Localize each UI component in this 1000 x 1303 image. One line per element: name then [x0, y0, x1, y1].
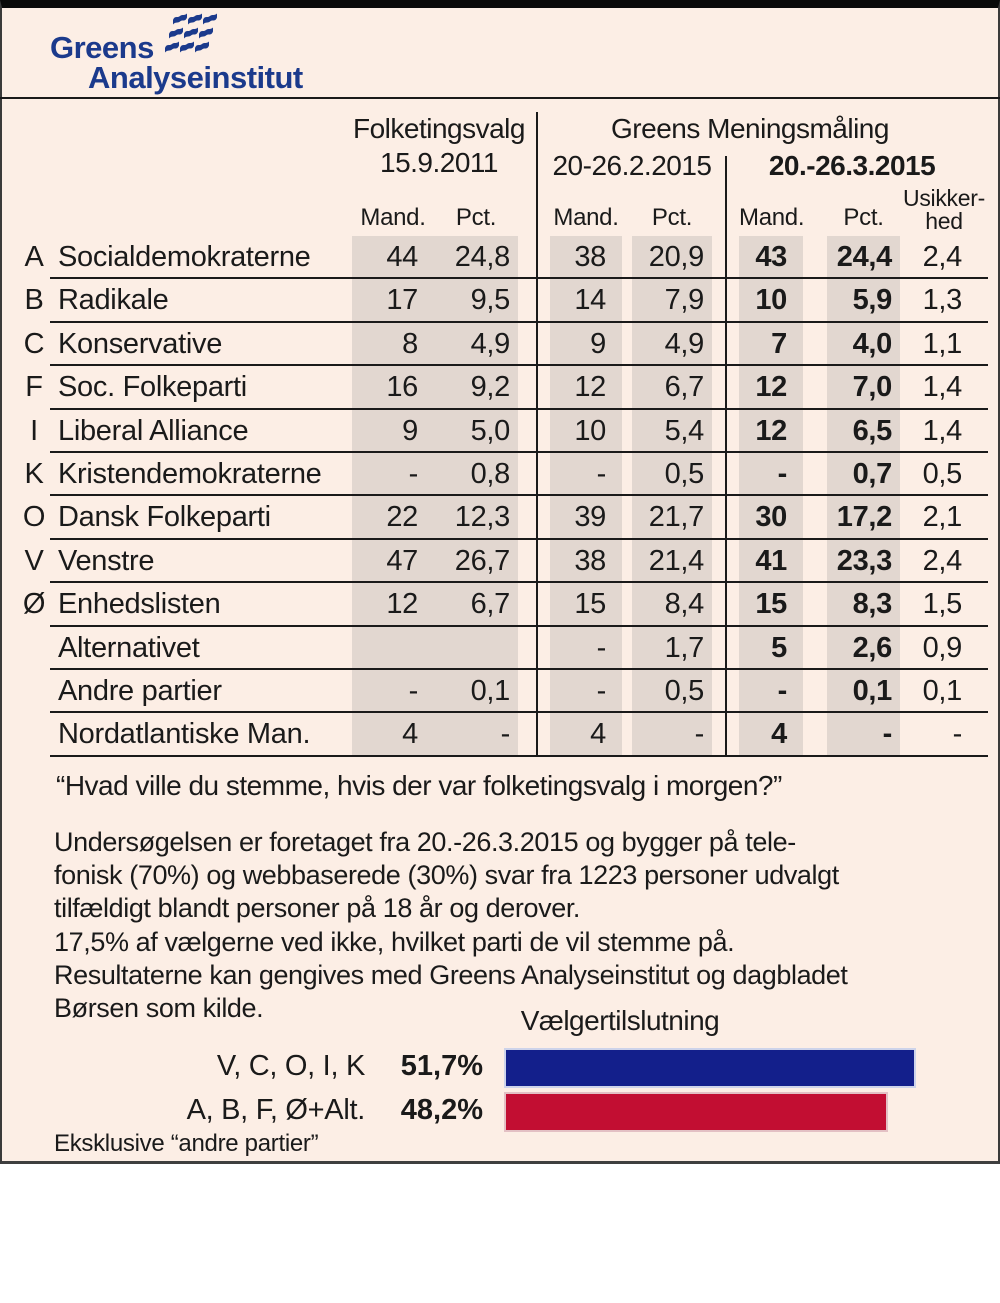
- pct-2011: 26,7: [434, 540, 518, 583]
- party-letter: V: [24, 544, 44, 577]
- spacer: [622, 279, 632, 322]
- spacer: [803, 627, 827, 670]
- spacer: [518, 496, 550, 539]
- spacer: [518, 583, 550, 626]
- pct-feb-2015: 6,7: [632, 366, 712, 409]
- spacer: [518, 279, 550, 322]
- uncertainty: 2,4: [922, 544, 962, 577]
- note-line: Børsen som kilde.: [54, 993, 264, 1024]
- mandates-feb-2015: -: [550, 453, 622, 496]
- spacer: [803, 583, 827, 626]
- spacer: [622, 453, 632, 496]
- party-name: Liberal Alliance: [58, 414, 249, 447]
- mandates-feb-2015: 12: [550, 366, 622, 409]
- period-mar-2015: 20.-26.3.2015: [768, 150, 936, 181]
- mandates-2011: -: [352, 453, 434, 496]
- party-name: Konservative: [58, 327, 223, 360]
- spacer: [622, 713, 632, 756]
- uncertainty: 0,1: [922, 674, 962, 707]
- pct-feb-2015: 21,4: [632, 540, 712, 583]
- table-row: [16, 410, 988, 453]
- note-line: 17,5% af vælgerne ved ikke, hvilket parti de vil stemme på.: [54, 926, 735, 957]
- mandates-2011: 4: [352, 713, 434, 756]
- spacer: [622, 670, 632, 713]
- pct-feb-2015: 0,5: [632, 453, 712, 496]
- party-letter: O: [22, 501, 46, 534]
- divider-feb-mar: [725, 156, 727, 757]
- mandates-mar-2015: 10: [739, 279, 803, 322]
- uncertainty: 2,4: [922, 241, 962, 273]
- spacer: [803, 366, 827, 409]
- header-pct-feb: Pct.: [651, 204, 693, 231]
- bar-red-bloc: [504, 1092, 888, 1132]
- mandates-feb-2015: 9: [550, 323, 622, 366]
- table-row: [16, 496, 988, 539]
- mandates-mar-2015: 12: [739, 410, 803, 453]
- mandates-2011: 47: [352, 540, 434, 583]
- group-2011-date: 15.9.2011: [380, 147, 498, 178]
- mandates-mar-2015: -: [739, 670, 803, 713]
- table-row: [16, 279, 988, 322]
- pct-feb-2015: 8,4: [632, 583, 712, 626]
- table-body: [16, 236, 988, 757]
- uncertainty: 1,1: [922, 327, 962, 360]
- pct-feb-2015: 7,9: [632, 279, 712, 322]
- mandates-feb-2015: 15: [550, 583, 622, 626]
- party-name: Alternativet: [58, 631, 200, 664]
- spacer: [803, 410, 827, 453]
- party-name: Enhedslisten: [58, 588, 221, 621]
- pct-feb-2015: 5,4: [632, 410, 712, 453]
- table-row: [16, 670, 988, 713]
- uncertainty: 1,4: [922, 371, 962, 404]
- spacer: [622, 583, 632, 626]
- party-letter: [16, 670, 52, 713]
- spacer: [622, 410, 632, 453]
- spacer: [622, 540, 632, 583]
- group-poll-title: Greens Meningsmåling: [611, 113, 889, 144]
- spacer: [803, 323, 827, 366]
- spacer: [803, 496, 827, 539]
- summary-chart-title: Vælgertilslutning: [520, 1005, 720, 1036]
- divider-2011-feb: [536, 112, 538, 757]
- mandates-mar-2015: -: [739, 453, 803, 496]
- spacer: [803, 713, 827, 756]
- pct-2011: 6,7: [434, 583, 518, 626]
- party-name: Radikale: [58, 284, 169, 317]
- pct-2011: 12,3: [434, 496, 518, 539]
- mandates-2011: 17: [352, 279, 434, 322]
- party-letter: C: [23, 327, 45, 360]
- pct-mar-2015: 2,6: [827, 627, 900, 670]
- bloc-value-blue: 51,7%: [400, 1050, 483, 1082]
- mandates-mar-2015: 43: [739, 236, 803, 279]
- pct-feb-2015: -: [632, 713, 712, 756]
- mandates-mar-2015: 41: [739, 540, 803, 583]
- mandates-2011: 9: [352, 410, 434, 453]
- table-row: [16, 236, 988, 279]
- uncertainty: 2,1: [922, 501, 962, 534]
- mandates-feb-2015: -: [550, 670, 622, 713]
- pct-mar-2015: 4,0: [827, 323, 900, 366]
- mandates-2011: 12: [352, 583, 434, 626]
- party-letter: Ø: [22, 588, 46, 621]
- spacer: [518, 323, 550, 366]
- note-line: Resultaterne kan gengives med Greens Analyseinstitut og dagbladet: [54, 959, 848, 990]
- spacer: [518, 236, 550, 279]
- pct-2011: 9,2: [434, 366, 518, 409]
- mandates-feb-2015: 10: [550, 410, 622, 453]
- spacer: [518, 713, 550, 756]
- bloc-value-red: 48,2%: [400, 1094, 483, 1126]
- spacer: [622, 236, 632, 279]
- mandates-mar-2015: 7: [739, 323, 803, 366]
- table-row: [16, 453, 988, 496]
- pct-mar-2015: 0,7: [827, 453, 900, 496]
- spacer: [803, 670, 827, 713]
- logo-text-greens: Greens: [50, 30, 154, 65]
- pct-mar-2015: 8,3: [827, 583, 900, 626]
- bar-blue-bloc: [504, 1048, 916, 1088]
- mandates-2011: -: [352, 670, 434, 713]
- pct-feb-2015: 20,9: [632, 236, 712, 279]
- party-letter: B: [24, 284, 44, 317]
- uncertainty: 1,4: [922, 414, 962, 447]
- table-row: [16, 323, 988, 366]
- party-letter: K: [24, 457, 44, 490]
- header-mand-feb: Mand.: [553, 204, 619, 231]
- column-group-2011: [340, 112, 538, 180]
- table-row: [16, 713, 988, 756]
- pct-2011: 0,1: [434, 670, 518, 713]
- party-letter: I: [30, 414, 38, 447]
- spacer: [803, 236, 827, 279]
- pct-2011: 5,0: [434, 410, 518, 453]
- pct-feb-2015: 4,9: [632, 323, 712, 366]
- pct-mar-2015: 0,1: [827, 670, 900, 713]
- party-letter: A: [24, 241, 44, 273]
- methodology-notes: [54, 826, 848, 1025]
- note-line: tilfældigt blandt personer på 18 år og derover.: [54, 893, 581, 924]
- party-name: Andre partier: [58, 674, 222, 707]
- pct-2011: 24,8: [434, 236, 518, 279]
- spacer: [622, 627, 632, 670]
- spacer: [803, 279, 827, 322]
- header-pct-2011: Pct.: [455, 204, 497, 231]
- spacer: [622, 366, 632, 409]
- group-2011-title: Folketingsvalg: [353, 113, 525, 144]
- uncertainty: -: [952, 718, 962, 751]
- mandates-feb-2015: 38: [550, 540, 622, 583]
- party-name: Venstre: [58, 544, 155, 577]
- spacer: [518, 540, 550, 583]
- pct-mar-2015: 24,4: [827, 236, 900, 279]
- pct-mar-2015: 7,0: [827, 366, 900, 409]
- poll-question: “Hvad ville du stemme, hvis der var folketingsvalg i morgen?”: [56, 770, 782, 801]
- mandates-feb-2015: 14: [550, 279, 622, 322]
- party-name: Kristendemokraterne: [58, 457, 322, 490]
- logo-text-analyseinstitut: Analyseinstitut: [88, 60, 303, 95]
- spacer: [518, 410, 550, 453]
- note-line: Undersøgelsen er foretaget fra 20.-26.3.2015 og bygger på tele-: [54, 827, 796, 857]
- party-name: Socialdemokraterne: [58, 241, 311, 273]
- pct-feb-2015: 1,7: [632, 627, 712, 670]
- pct-2011: 4,9: [434, 323, 518, 366]
- header-mand-mar: Mand.: [739, 204, 805, 231]
- party-letter: F: [25, 371, 43, 404]
- pct-mar-2015: 17,2: [827, 496, 900, 539]
- pct-2011: [434, 627, 518, 670]
- note-line: fonisk (70%) og webbaserede (30%) svar fra 1223 personer udvalgt: [54, 860, 839, 891]
- uncertainty: 0,5: [922, 457, 962, 490]
- pct-2011: 9,5: [434, 279, 518, 322]
- pct-feb-2015: 0,5: [632, 670, 712, 713]
- mandates-2011: 44: [352, 236, 434, 279]
- table-row: [16, 540, 988, 583]
- waves-icon: [164, 11, 224, 61]
- bloc-label-blue: V, C, O, I, K: [216, 1050, 365, 1082]
- header-pct-mar: Pct.: [843, 204, 884, 231]
- party-name: Soc. Folkeparti: [58, 371, 247, 404]
- mandates-mar-2015: 15: [739, 583, 803, 626]
- spacer: [518, 627, 550, 670]
- pct-mar-2015: 5,9: [827, 279, 900, 322]
- mandates-feb-2015: 39: [550, 496, 622, 539]
- period-feb-2015: 20-26.2.2015: [552, 150, 712, 181]
- bloc-label-red: A, B, F, Ø+Alt.: [186, 1094, 365, 1126]
- spacer: [622, 496, 632, 539]
- mandates-feb-2015: -: [550, 627, 622, 670]
- spacer: [518, 670, 550, 713]
- uncertainty: 1,3: [922, 284, 962, 317]
- mandates-mar-2015: 4: [739, 713, 803, 756]
- party-letter: [16, 627, 52, 670]
- summary-footnote: Eksklusive “andre partier”: [54, 1130, 319, 1157]
- mandates-2011: 22: [352, 496, 434, 539]
- spacer: [622, 323, 632, 366]
- mandates-feb-2015: 4: [550, 713, 622, 756]
- table-header-row: [16, 185, 988, 236]
- uncertainty: 0,9: [922, 631, 962, 664]
- mandates-feb-2015: 38: [550, 236, 622, 279]
- pct-mar-2015: 6,5: [827, 410, 900, 453]
- uncertainty: 1,5: [922, 588, 962, 621]
- table-row: [16, 366, 988, 409]
- pct-mar-2015: 23,3: [827, 540, 900, 583]
- table-row: [16, 583, 988, 626]
- pct-2011: -: [434, 713, 518, 756]
- spacer: [803, 453, 827, 496]
- party-name: Dansk Folkeparti: [58, 501, 271, 534]
- header-mand-2011: Mand.: [360, 204, 426, 231]
- pct-feb-2015: 21,7: [632, 496, 712, 539]
- party-letter: [16, 713, 52, 756]
- spacer: [518, 366, 550, 409]
- party-name: Nordatlantiske Man.: [58, 718, 311, 751]
- mandates-mar-2015: 5: [739, 627, 803, 670]
- mandates-mar-2015: 12: [739, 366, 803, 409]
- header-divider: [0, 97, 1000, 99]
- table-row: [16, 627, 988, 670]
- mandates-2011: 16: [352, 366, 434, 409]
- mandates-mar-2015: 30: [739, 496, 803, 539]
- mandates-2011: 8: [352, 323, 434, 366]
- spacer: [803, 540, 827, 583]
- spacer: [518, 453, 550, 496]
- pct-mar-2015: -: [827, 713, 900, 756]
- header-usikkerhed: Usikker- hed: [903, 185, 985, 234]
- mandates-2011: [352, 627, 434, 670]
- pct-2011: 0,8: [434, 453, 518, 496]
